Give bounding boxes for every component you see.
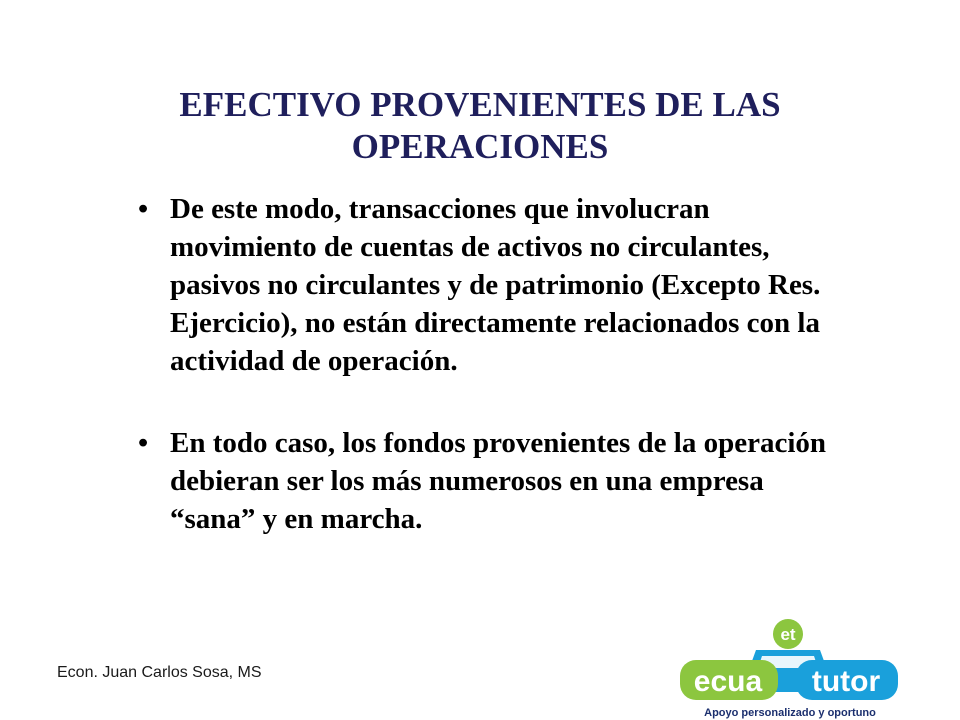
svg-text:et: et bbox=[780, 625, 796, 644]
bullet-text-1: De este modo, transacciones que involucran movimiento de cuentas de activos no circulantes, pasivos no circulantes y de patrimonio (Excepto Res. Ejercicio), no están directamente relacionados con la actividad de operación. bbox=[170, 193, 821, 377]
logo-badge-icon bbox=[773, 619, 803, 649]
bullet-dot-icon: • bbox=[138, 427, 149, 459]
slide-title bbox=[60, 84, 900, 168]
title-line-2: OPERACIONES bbox=[351, 127, 609, 166]
bullet-list bbox=[136, 190, 856, 538]
title-line-1: EFECTIVO PROVENIENTES DE LAS bbox=[179, 85, 781, 124]
bullet-dot-icon: • bbox=[138, 193, 149, 225]
bullet-text-2: En todo caso, los fondos provenientes de la operación debieran ser los más numerosos en una empresa “sana” y en marcha. bbox=[170, 427, 827, 535]
footer-author: Econ. Juan Carlos Sosa, MS bbox=[57, 664, 262, 681]
bullet-item-2 bbox=[136, 424, 856, 538]
logo-word-left: ecua bbox=[693, 665, 763, 698]
logo-tagline: Apoyo personalizado y oportuno bbox=[704, 707, 876, 719]
ecuatutor-logo bbox=[678, 616, 904, 720]
logo-word-right: tutor bbox=[811, 665, 881, 698]
bullet-item-1 bbox=[136, 190, 856, 380]
